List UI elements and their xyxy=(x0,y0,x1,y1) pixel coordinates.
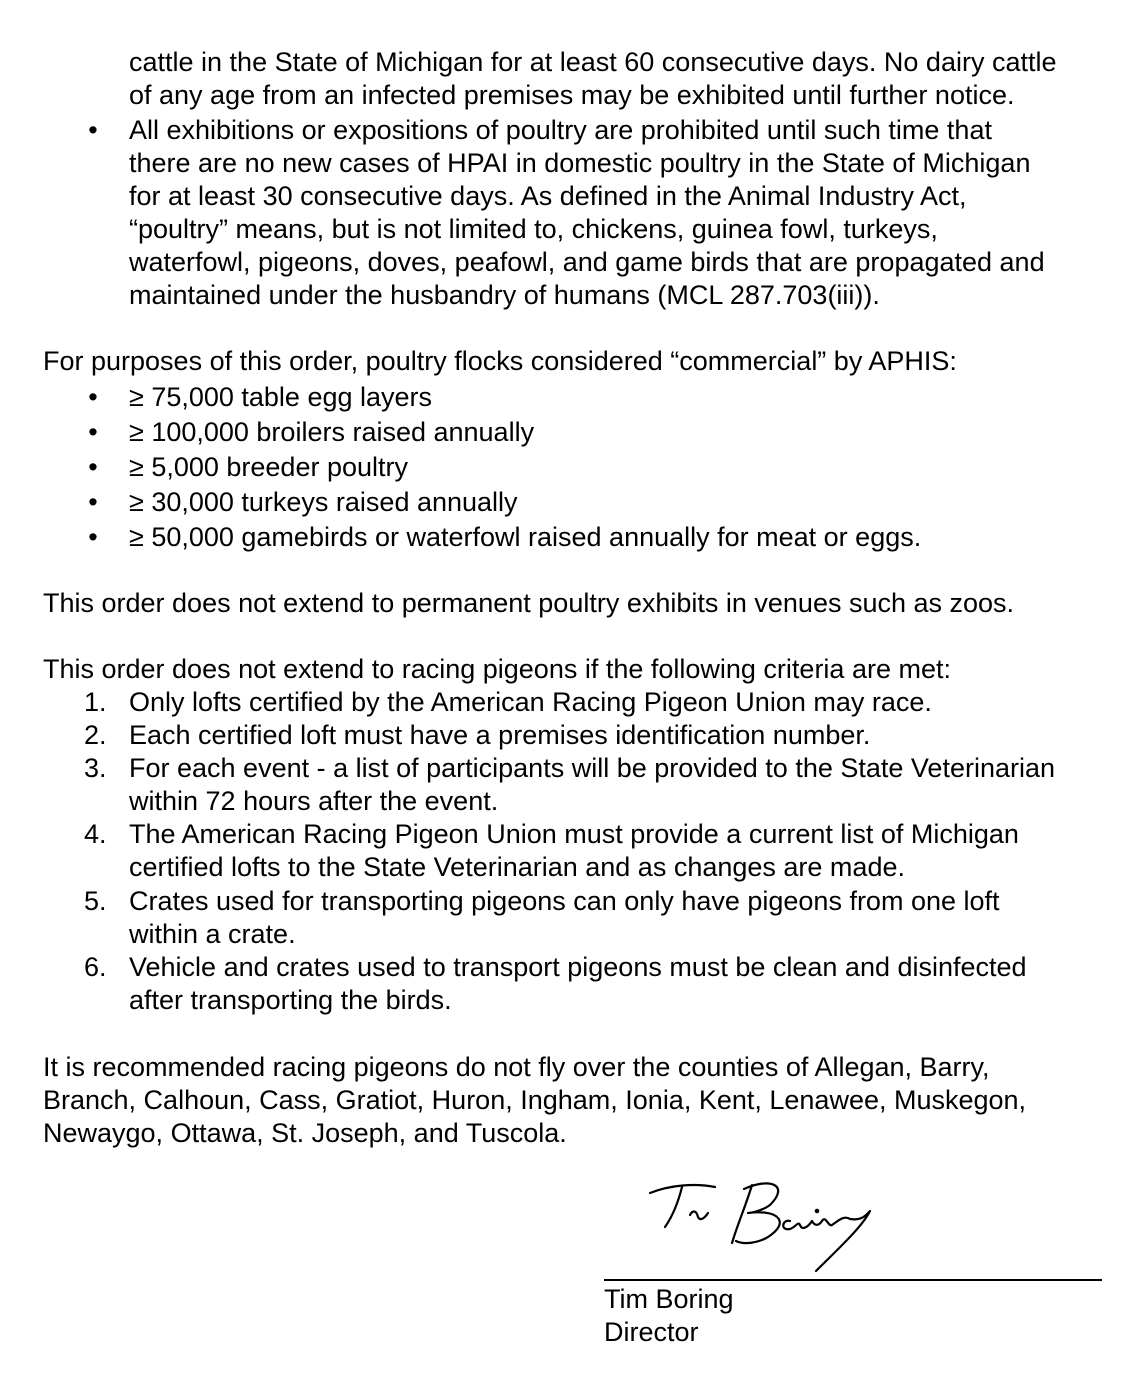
prohibition-line: waterfowl, pigeons, doves, peafowl, and game birds that are propagated and xyxy=(129,247,1045,277)
commercial-intro: For purposes of this order, poultry flocks considered “commercial” by APHIS: xyxy=(43,346,957,376)
pigeon-criterion-line: within 72 hours after the event. xyxy=(129,786,499,816)
pigeon-criterion-line: certified lofts to the State Veterinarian and as changes are made. xyxy=(129,852,905,882)
bullet-marker: • xyxy=(88,115,98,145)
signature-line xyxy=(604,1279,1102,1281)
commercial-item: ≥ 50,000 gamebirds or waterfowl raised annually for meat or eggs. xyxy=(129,522,922,552)
recommendation-line: It is recommended racing pigeons do not fly over the counties of Allegan, Barry, xyxy=(43,1052,990,1082)
pigeons-intro: This order does not extend to racing pigeons if the following criteria are met: xyxy=(43,654,951,684)
commercial-item: ≥ 30,000 turkeys raised annually xyxy=(129,487,518,517)
continuation-line: cattle in the State of Michigan for at least 60 consecutive days. No dairy cattle xyxy=(129,47,1057,77)
list-number: 6. xyxy=(84,952,107,982)
zoo-exemption: This order does not extend to permanent poultry exhibits in venues such as zoos. xyxy=(43,588,1015,618)
list-number: 1. xyxy=(84,687,107,717)
list-number: 5. xyxy=(84,886,107,916)
commercial-item: ≥ 100,000 broilers raised annually xyxy=(129,417,535,447)
pigeon-criterion-line: Each certified loft must have a premises identification number. xyxy=(129,720,871,750)
handwritten-signature xyxy=(640,1175,880,1280)
pigeon-criterion-line: within a crate. xyxy=(129,919,296,949)
bullet-marker: • xyxy=(88,417,98,447)
signatory-name: Tim Boring xyxy=(604,1284,734,1314)
pigeon-criterion-line: For each event - a list of participants will be provided to the State Veterinarian xyxy=(129,753,1056,783)
prohibition-line: All exhibitions or expositions of poultry are prohibited until such time that xyxy=(129,115,992,145)
prohibition-line: for at least 30 consecutive days. As defined in the Animal Industry Act, xyxy=(129,181,967,211)
signatory-title: Director xyxy=(604,1317,699,1347)
pigeon-criterion-line: after transporting the birds. xyxy=(129,985,452,1015)
list-number: 4. xyxy=(84,819,107,849)
recommendation-line: Newaygo, Ottawa, St. Joseph, and Tuscola. xyxy=(43,1118,567,1148)
bullet-marker: • xyxy=(88,487,98,517)
prohibition-line: there are no new cases of HPAI in domestic poultry in the State of Michigan xyxy=(129,148,1031,178)
pigeon-criterion-line: Vehicle and crates used to transport pigeons must be clean and disinfected xyxy=(129,952,1027,982)
list-number: 3. xyxy=(84,753,107,783)
continuation-line: of any age from an infected premises may be exhibited until further notice. xyxy=(129,80,1015,110)
bullet-marker: • xyxy=(88,522,98,552)
pigeon-criterion-line: The American Racing Pigeon Union must provide a current list of Michigan xyxy=(129,819,1019,849)
commercial-item: ≥ 5,000 breeder poultry xyxy=(129,452,408,482)
pigeon-criterion-line: Only lofts certified by the American Racing Pigeon Union may race. xyxy=(129,687,932,717)
pigeon-criterion-line: Crates used for transporting pigeons can only have pigeons from one loft xyxy=(129,886,1000,916)
list-number: 2. xyxy=(84,720,107,750)
prohibition-line: “poultry” means, but is not limited to, chickens, guinea fowl, turkeys, xyxy=(129,214,938,244)
bullet-marker: • xyxy=(88,382,98,412)
bullet-marker: • xyxy=(88,452,98,482)
recommendation-line: Branch, Calhoun, Cass, Gratiot, Huron, Ingham, Ionia, Kent, Lenawee, Muskegon, xyxy=(43,1085,1027,1115)
prohibition-line: maintained under the husbandry of humans (MCL 287.703(iii)). xyxy=(129,280,880,310)
commercial-item: ≥ 75,000 table egg layers xyxy=(129,382,433,412)
